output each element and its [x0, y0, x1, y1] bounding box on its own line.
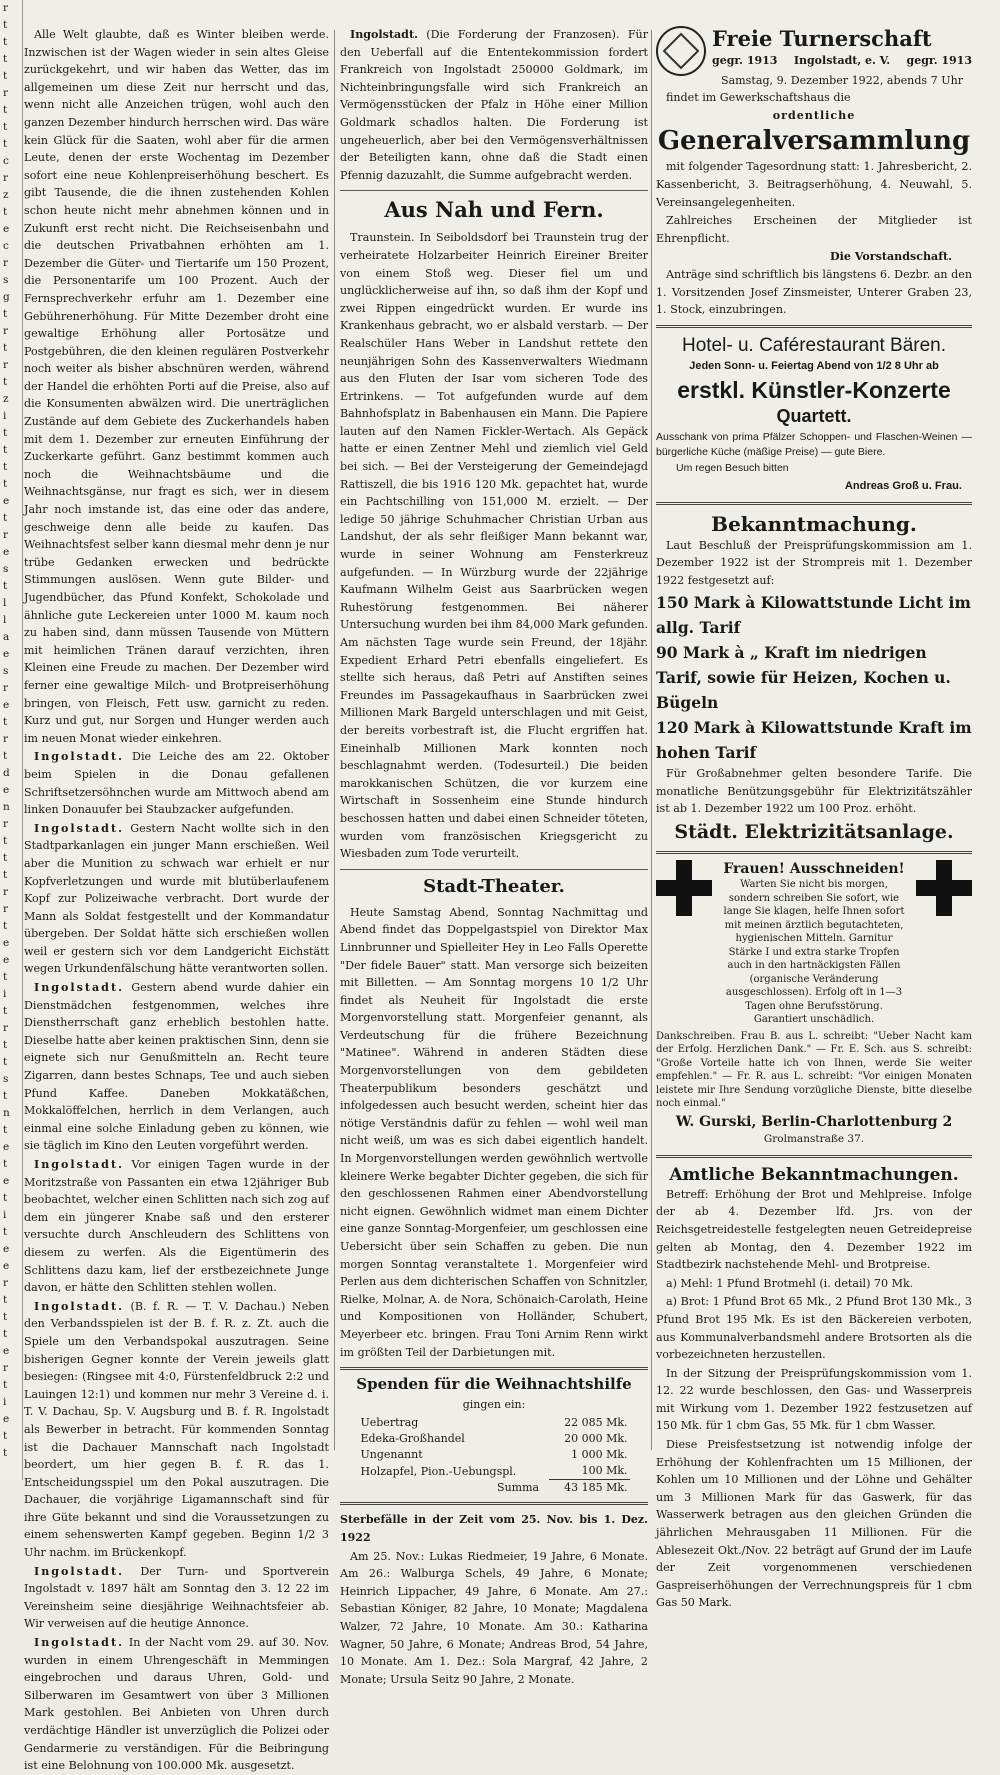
- edge-letter: t: [3, 1328, 8, 1340]
- cross-icon: [916, 860, 972, 916]
- edge-letter: s: [3, 1073, 9, 1085]
- edge-letter: e: [3, 699, 10, 711]
- divider: [340, 869, 648, 870]
- edge-letter: t: [3, 19, 8, 31]
- edge-letter: r: [3, 87, 9, 99]
- edge-letter: n: [3, 801, 10, 813]
- edge-letter: t: [3, 750, 8, 762]
- edge-letter: i: [3, 410, 7, 422]
- edge-letter: t: [3, 1226, 8, 1238]
- edge-letter: d: [3, 767, 10, 779]
- edge-letter: z: [3, 189, 9, 201]
- edge-letter: t: [3, 478, 8, 490]
- tariff-line: 150 Mark à Kilowattstunde Licht im allg. Tarif: [656, 593, 971, 638]
- ad-hotel-baeren: Hotel- u. Caférestaurant Bären. Jeden Sonn- u. Feiertag Abend von 1/2 8 Uhr ab erstkl. Künstler-Konzerte Quartett. Ausschank von prima Pfälzer Schoppen- und Flaschen-Weinen — bürgerliche Küche (mäßige Preise) — gute Biere. Um regen Besuch bitten Andreas Groß u. Frau.: [656, 334, 972, 492]
- edge-letter: t: [3, 1447, 8, 1459]
- divider: [340, 1502, 648, 1505]
- donation-sum-row: Summa 43 185 Mk.: [497, 1481, 628, 1495]
- edge-letter: t: [3, 835, 8, 847]
- edge-letter: t: [3, 36, 8, 48]
- edge-letter: s: [3, 274, 9, 286]
- edge-letter: e: [3, 546, 10, 558]
- tariff-line: Tarif, sowie für Heizen, Kochen u. Bügeln: [656, 668, 951, 713]
- edge-letter: t: [3, 971, 8, 983]
- article-winter: Alle Welt glaubte, daß es Winter bleiben werde. Inzwischen ist der Wagen wieder in sein altes Gleise zurückgekehrt, und wir haben das Wetter, das im allgemeinen um diese Zeit nur herrscht und das, wenn nicht alle Anzeichen trügen, wohl auch den ganzen Dezember hindurch herrschen wird. Das wäre kein Glück für die Saaten, wohl aber für die armen Leute, denen der erste Wochentag im Dezember sofort eine neue Kohlenpreiserhöhung beschert. Es gibt Tausende, die die ihnen zustehenden Kohlen schon heute nicht mehr abnehmen können und in Zukunft erst recht nicht. Die Reichseisenbahn und die deutschen Privatbahnen erhöhten am 1. Dezember die Güter- und Tiertarife um 150 Prozent, die Personentarife um 100 Prozent. Auch der Fernsprechverkehr erfuhr am 1. Dezember eine Gebührenerhöhung. Für Mitte Dezember droht eine gewaltige Erhöhung aller Portosätze und Postgebühren, die den kleinen regulären Postverkehr noch weiter als bisher abschnüren werden, während der Handel die erhöhten Porti auf die Preise, also auf die Konsumenten abwälzen wird. Die unerträglichen Zustände auf dem Gebiete des Zuckerhandels haben mit dem 1. Dezember zur erneuten Einführung der Zuckerkarte geführt. Ganz bestimmt kommen auch noch die Weihnachtsbäume und die Weihnachtsgänse, nur fragt es sich, wer in diesem Jahr noch imstande ist, das eine oder das andere, geschweige denn alle beide zu kaufen. Das Weihnachtsfest selber kann diesmal mehr denn je nur trübe Gedanken erwecken und bedrückte Stimmungen auslösen. Wenn gute Bilder- und Jugendbücher, das Pfund Konfekt, Schokolade und ähnliche gute Leckereien unter 1000 M. kaum noch zu haben sind, dann müssen Tausende von Müttern mit heimlichen Tränen darauf verzichten, ihren Kleinen eine Freude zu machen. Der Dezember wird ferner eine gewaltige Milch- und Brotpreiserhöhung bringen, von Fleisch, Fett usw. garnicht zu reden. Kurz und gut, nur Sorgen und Hunger werden auch im neuen Monat wieder einkehren.: [24, 28, 329, 745]
- edge-letter: i: [3, 988, 7, 1000]
- edge-letter: t: [3, 342, 8, 354]
- edge-letter: t: [3, 427, 8, 439]
- edge-letter: i: [3, 1396, 7, 1408]
- edge-letter: t: [3, 444, 8, 456]
- edge-letter: t: [3, 206, 8, 218]
- edge-letter: r: [3, 886, 9, 898]
- hotel-name: Hotel- u. Caférestaurant Bären.: [681, 334, 947, 356]
- edge-letter: e: [3, 1175, 10, 1187]
- edge-letter: e: [3, 1260, 10, 1272]
- headline-konzerte: erstkl. Künstler-Konzerte: [677, 377, 951, 404]
- ad-frauen: Frauen! Ausschneiden! Warten Sie nicht bis morgen, sondern schreiben Sie sofort, wie lange Sie klagen, helfe Ihnen sofort mit meinen ärztlich begutachteten, hygienischen Mitteln. Garnitur Stärke I und extra starke Tropfen auch in den hartnäckigsten Fällen (organische Veränderung ausgeschlossen). Erfolg oft in 1—3 Tagen ohne Berufsstörung. Garantiert unschädlich. Dankschreiben. Frau B. aus L. schreibt: "Ueber Nacht kam der Erfolg. Herzlichen Dank." — Fr. E. Sch. aus S. schreibt: "Große Vorteile hatte ich von Ihnen, werde Sie weiter empfehlen." — Fr. R. aus L. schreibt: "Vor einigen Monaten leistete mir Ihre Sendung vorzügliche Dienste, bitte dieselbe noch einmal." W. Gurski, Berlin-Charlottenburg 2 Grolmanstraße 37.: [656, 861, 972, 1146]
- edge-letter: r: [3, 172, 9, 184]
- local-news-item: Ingolstadt. (B. f. R. — T. V. Dachau.) Neben den Verbandsspielen ist der B. f. R. z. Zt. auch die Spiele um den Verbandspokal auszutragen. Seine bisherigen Gegner konnte der Verein jeweils glatt besiegen: (Ringsee mit 4:0, Fürstenfeldbruck 2:2 und Lauingen 12:1) und kommen nur mehr 3 Vereine d. i. T. V. Dachau, Sp. V. Augsburg und B. f. R. Ingolstadt als Bewerber in betracht. Für kommenden Sonntag ist die Dachauer Mannschaft nach Ingolstadt beordert, um hier gegen B. f. R. das 1. Entscheidungsspiel um den Pokal auszutragen. Die Dachauer, die vorjährige Ligamannschaft sind für ihre Güte bekannt und sind die Voraussetzungen zu einem sehenswerten Kampf gegeben. Beginn 1/2 3 Uhr nachm. im Brückenkopf.: [24, 1299, 330, 1560]
- column-2: [340, 26, 648, 1686]
- edge-letter: r: [3, 1277, 9, 1289]
- section-title-theater: Stadt-Theater.: [423, 875, 565, 897]
- edge-letter: t: [3, 1090, 8, 1102]
- edge-letter: e: [3, 1413, 10, 1425]
- edge-letter: r: [3, 325, 9, 337]
- edge-letter: t: [3, 869, 8, 881]
- edge-letter: t: [3, 1379, 8, 1391]
- edge-letter: t: [3, 1039, 8, 1051]
- edge-letter: r: [3, 2, 9, 14]
- divider: [656, 325, 972, 328]
- donation-row: Uebertrag 22 085 Mk.: [360, 1416, 628, 1430]
- edge-letter: t: [3, 852, 8, 864]
- divider: [656, 1155, 972, 1158]
- edge-letter: t: [3, 1192, 8, 1204]
- article-french-demand: Ingolstadt. (Die Forderung der Franzosen). Für den Ueberfall auf die Ententekommission fordert Frankreich von Ingolstadt 250000 Goldmark, im Nichteinbringungsfalle wird sich Frankreich an Vermögensstücken der Pfalz in Höhe einer Million Goldmark schadlos halten. Die Forderung ist ungeheuerlich, aber bei den Vermögensverhältnissen der Beteiligten kann, ohne daß die Stadt einen Pfennig dazuzahlt, die Summe aufgebracht werden.: [340, 28, 648, 182]
- cross-icon: [656, 860, 712, 916]
- edge-letter: t: [3, 1311, 8, 1323]
- edge-letter: t: [3, 53, 8, 65]
- edge-letter: a: [3, 631, 10, 643]
- edge-letter: e: [3, 1141, 10, 1153]
- ad-bekanntmachung-strom: Bekanntmachung. Laut Beschluß der Preisprüfungskommission am 1. Dezember 1922 ist der Strompreis mit 1. Dezember 1922 festgesetzt auf: 150 Mark à Kilowattstunde Licht im allg. Tarif 90 Mark à „ Kraft im niedrigen Tarif, sowie für Heizen, Kochen u. Bügeln 120 Mark à Kilowattstunde Kraft im hohen Tarif Für Großabnehmer gelten besondere Tarife. Die monatliche Benützungsgebühr für Elektrizitätszähler ist ab 1. Dezember 1922 um 100 Proz. erhöht. Städt. Elektrizitätsanlage.: [656, 511, 972, 844]
- section-title-nah-fern: Aus Nah und Fern.: [384, 197, 604, 223]
- edge-letter: c: [3, 155, 9, 167]
- edge-letter: t: [3, 580, 8, 592]
- donation-row: Ungenannt 1 000 Mk.: [360, 1448, 628, 1462]
- divider: [340, 190, 648, 191]
- edge-letter: t: [3, 1005, 8, 1017]
- edge-letter: t: [3, 308, 8, 320]
- edge-letter: e: [3, 648, 10, 660]
- edge-letter: g: [3, 291, 10, 303]
- edge-letter: r: [3, 682, 9, 694]
- edge-letter: t: [3, 104, 8, 116]
- local-news-item: Ingolstadt. Der Turn- und Sportverein Ingolstadt v. 1897 hält am Sonntag den 3. 12 22 im Vereinsheim seine diesjährige Weihnachtsfeier ab. Wir verweisen auf die heutige Annonce.: [24, 1564, 329, 1631]
- tariff-line: 90 Mark à „ Kraft im niedrigen: [656, 643, 927, 663]
- edge-letter: t: [3, 138, 8, 150]
- edge-letter: z: [3, 393, 9, 405]
- section-title-spenden: Spenden für die Weihnachtshilfe: [356, 1375, 632, 1394]
- local-news-item: Ingolstadt. Gestern abend wurde dahier ein Dienstmädchen festgenommen, welches ihre Dienstherrschaft ganz erheblich bestohlen hatte. Dieselbe hatte aber keinen praktischen Sinn, denn sie eignete sich nur Genußmitteln an. Recht teure Zigarren, dann bestes Schnaps, Tee und auch sieben Pfund Kaffee. Daneben Mokkatäßchen, Mokkalöffelchen, herrlich in dem Verlangen, auch einmal eine solche Einladung geben zu können, wie sie täglich im Kino den Leuten vorgeführt werden.: [24, 981, 329, 1153]
- edge-letter: t: [3, 1158, 8, 1170]
- column-rule: [334, 30, 335, 1450]
- headline-generalversammlung: Generalversammlung: [657, 126, 971, 157]
- club-name: Freie Turnerschaft: [712, 26, 932, 51]
- edge-letter: r: [3, 359, 9, 371]
- article-nah-fern: Traunstein. In Seiboldsdorf bei Traunstein trug der verheiratete Holzarbeiter Heinrich Eireiner Breiter von einem Stoß weg. Dieser fiel um und unglücklicherweise auf ihn, so daß ihm der Kopf und zwei Rippen eingedrückt wurden. Er wurde ins Krankenhaus gebracht, wo er alsbald verstarb. — Der Realschüler Hans Weber in Landshut rettete den neunjährigen Sohn des Kassenverwalters Wiedmann aus den Fluten der Isar vom sicheren Tode des Ertrinkens. — Tot aufgefunden wurde auf dem Bahnhofsplatz in Babenhausen ein Mann. Die Papiere lauten auf den Namen Fickler-Wertach. Als Gepäck hatte er einen Zentner Mehl und ziemlich viel Geld bei sich. — Bei der Versteigerung der Gemeindejagd Rattiszell, die bis 1916 120 Mk. gepachtet hat, wurde ein Pachtschilling von 151,000 M. erzielt. — Der ledige 50 jährige Schuhmacher Christian Urban aus Landshut, der als sehr fleißiger Mann bekannt war, wurde in seiner Wohnung am Fensterkreuz aufgefunden. — In Würzburg wurde der 22jährige Kaufmann Wilhelm Geist aus Saarbrücken wegen Ruhestörung festgenommen. Bei näherer Untersuchung wurden bei ihm 84,000 Mark gefunden. Am nächsten Tage wurde sein Freund, der 18jähr. Expedient Erhard Petri ebenfalls eingeliefert. Es stellte sich heraus, daß Petri auf Anstiften seines Freundes im Passagekaufhaus in Saarbrücken zwei Millionen Mark Bargeld unterschlagen und mit Geist, der bereits vorbestraft ist, die Flucht ergriffen hat. Eineinhalb Millionen Mark konnten noch beschlagnahmt werden. (Todesurteil.) Die beiden marokkanischen Schützen, die vor kurzem eine Wirtschaft in Sossenheim eine Stunde hindurch beschossen hatten und dabei einen Schneider töteten, wurden vom französischen Kriegsgericht zu Wiesbaden zum Tode verurteilt.: [340, 231, 648, 861]
- column-3: [656, 26, 972, 1610]
- divider: [340, 1367, 648, 1370]
- edge-letter: e: [3, 223, 10, 235]
- deaths-list: Am 25. Nov.: Lukas Riedmeier, 19 Jahre, 6 Monate. Am 26.: Walburga Schels, 49 Jahre, 6 Monate; Heinrich Lippacher, 49 Jahre, 6 Monate. Am 27.: Sebastian Königer, 82 Jahre, 10 Monate; Magdalena Walzer, 72 Jahre, 10 Monate. Am 30.: Katharina Wagner, 50 Jahre, 6 Monate; Andreas Brod, 54 Jahre, 10 Monate. Am 1. Dez.: Sola Margraf, 42 Jahre, 2 Monate; Ursula Seitz 90 Jahre, 2 Monate.: [340, 1549, 648, 1686]
- edge-letter: t: [3, 920, 8, 932]
- edge-letter: i: [3, 1209, 7, 1221]
- edge-letter: r: [3, 903, 9, 915]
- edge-letter: l: [3, 597, 7, 609]
- edge-letter: t: [3, 512, 8, 524]
- edge-letter: r: [3, 257, 9, 269]
- left-edge-fragment: [0, 0, 23, 1480]
- local-news-item: Ingolstadt. In der Nacht vom 29. auf 30. Nov. wurden in einem Uhrengeschäft in Memmingen eingebrochen und daraus Uhren, Gold- und Silberwaren im Gesamtwert von über 3 Millionen Mark gestohlen. Bei Anbieten von Uhren durch verdächtige Händler ist unverzüglich die Polizei oder Gendarmerie zu verständigen. Für die Beibringung ist eine Belohnung von 100.000 Mk. ausgesetzt.: [24, 1636, 329, 1773]
- edge-letter: t: [3, 461, 8, 473]
- edge-letter: e: [3, 1243, 10, 1255]
- article-theater: Heute Samstag Abend, Sonntag Nachmittag und Abend findet das Doppelgastspiel von Direktor Max Linnbrunner und Spielleiter Hey in Leo Falls Operette "Der fidele Bauer" statt. Man versorge sich beizeiten mit Billetten. — Am Sonntag morgens 10 1/2 Uhr findet als Neuheit für Ingolstadt die erste Morgenvorstellung statt. Morgenfeier genannt, als Verdeutschung für die frühere Bezeichnung "Matinee". Während in anderen Städten diese Morgenvorstellungen von dem gebildeten Theaterpublikum besonders geschätzt und infolgedessen auch besucht werden, scheint hier das nötige Verständnis dafür zu fehlen — wohl weil man nicht weiß, um was es sich dabei eigentlich handelt. In Morgenvorstellungen werden gewöhnlich wertvolle kleinere Werke begabter Dichter gegeben, die sich für den geschlossenen Rahmen einer Abendvorstellung nicht eignen. Gewöhnlich widmet man einem Dichter eine ganze Sonntag-Morgenfeier, um geschlossen eine Uebersicht über sein Schaffen zu geben. Die nun morgen Sonntag veranstaltete 1. Morgenfeier wird Perlen aus dem dichterischen Schaffen von Schnitzler, Rielke, Molnar, A. de Nora, Schönaich-Carolath, Heine und Kompositionen von Holländer, Schubert, Meyerbeer etc. bringen. Frau Toni Arnim Renn wirkt im größten Teil der Darbietungen mit.: [340, 905, 648, 1359]
- spenden-subtitle: gingen ein:: [462, 1397, 526, 1411]
- edge-letter: n: [3, 1107, 10, 1119]
- local-news-item: Ingolstadt. Vor einigen Tagen wurde in der Moritzstraße von Passanten ein etwa 12jähriger Bub beobachtet, welcher einen Schlitten nach sich zog auf dem ein jüngerer Knabe saß und den ersterer versuchte durch Anschleudern des Schlittens von diesem zu werfen. Als die Eigentümerin des Schlittens dazu kam, lief der erstbezeichnete Junge davon, er hätte den Schlitten stehlen wollen.: [24, 1158, 329, 1295]
- local-news-item: Ingolstadt. Gestern Nacht wollte sich in den Stadtparkanlagen ein junger Mann erschießen. Weil aber die Munition zu schwach war erhielt er nur Kopfverletzungen und wurde mit blutüberlaufenem Kopf zur Polizeiwache verbracht. Dort wurde der Mann als Soldat festgestellt und der Kommandatur übergeben. Der Soldat hätte sich erschießen wollen weil er gestern sich vor dem Landgericht Eichstätt wegen Urkundenfälschung hätte verantworten sollen.: [24, 821, 329, 976]
- edge-letter: t: [3, 1430, 8, 1442]
- edge-letter: e: [3, 784, 10, 796]
- ad-freie-turnerschaft: Freie Turnerschaft gegr. 1913 Ingolstadt, e. V. gegr. 1913 Samstag, 9. Dezember 1922, abends 7 Uhr findet im Gewerkschaftshaus die ordentliche Generalversammlung mit folgender Tagesordnung statt: 1. Jahresbericht, 2. Kassenbericht, 3. Beitragserhöhung, 4. Neuwahl, 5. Vereinsangelegenheiten. Zahlreiches Erscheinen der Mitglieder ist Ehrenpflicht. Die Vorstandschaft. Anträge sind schriftlich bis längstens 6. Dezbr. an den 1. Vorsitzenden Josef Zinsmeister, Unterer Graben 23, 1. Stock, einzubringen.: [656, 26, 972, 317]
- edge-letter: e: [3, 937, 10, 949]
- donation-row: Holzapfel, Pion.-Uebungspl. 100 Mk.: [360, 1464, 628, 1478]
- edge-letter: r: [3, 1022, 9, 1034]
- tariff-line: 120 Mark à Kilowattstunde Kraft im hohen Tarif: [656, 718, 972, 763]
- donation-table: [358, 1415, 629, 1496]
- deaths-title: Sterbefälle in der Zeit vom 25. Nov. bis 1. Dez. 1922: [340, 1513, 648, 1544]
- edge-letter: t: [3, 1056, 8, 1068]
- edge-letter: l: [3, 614, 7, 626]
- edge-letter: t: [3, 70, 8, 82]
- edge-letter: s: [3, 665, 9, 677]
- edge-letter: e: [3, 495, 10, 507]
- edge-letter: r: [3, 733, 9, 745]
- edge-letter: t: [3, 1294, 8, 1306]
- column-1: [24, 26, 330, 1773]
- edge-letter: e: [3, 1345, 10, 1357]
- ad-amtliche-bekanntmachungen: Amtliche Bekanntmachungen. Betreff: Erhöhung der Brot und Mehlpreise. Infolge der ab 4. Dezember lfd. Jrs. von der Reichsgetreidestelle festgelegten neuen Getreidepreise gelten ab Montag, den 4. Dezember 1922 im Stadtbezirk nachstehende Mehl- und Brotpreise. a) Mehl: 1 Pfund Brotmehl (i. detail) 70 Mk. a) Brot: 1 Pfund Brot 65 Mk., 2 Pfund Brot 130 Mk., 3 Pfund Brot 195 Mk. Es ist den Bäckereien verboten, aus Kommunalverbandsmehl andere Brotsorten als die vorbezeichneten herzustellen. In der Sitzung der Preisprüfungskommission vom 1. 12. 22 wurde beschlossen, den Gas- und Wasserpreis mit Wirkung vom 1. Dezember 1922 festzusetzen auf 150 Mk. für 1 cbm Gas, 55 Mk. für 1 cbm Wasser. Diese Preisfestsetzung ist notwendig infolge der Erhöhung der Kohlenfrachten um 15 Millionen, der Kohlen um 10 Millionen und der Löhne und Gehälter um 3 Millionen Mark für das Gaswerk, für das Wasserwerk betragen aus den gleichen Gründen die jährlichen Mehrausgaben 11 Millionen. Für die Ablesezeit Okt./Nov. 22 beträgt auf Grund der im Laufe der Zeit vorgenommenen verschiedenen Gaspreiserhöhungen der Verrechnungspreis für 1 cbm Gas 50 Mark.: [656, 1164, 972, 1610]
- edge-letter: t: [3, 121, 8, 133]
- edge-letter: c: [3, 240, 9, 252]
- edge-letter: t: [3, 376, 8, 388]
- club-emblem-icon: [656, 26, 706, 76]
- edge-letter: s: [3, 563, 9, 575]
- edge-letter: r: [3, 529, 9, 541]
- edge-letter: e: [3, 954, 10, 966]
- column-rule: [651, 30, 652, 1450]
- edge-letter: t: [3, 716, 8, 728]
- divider: [656, 502, 972, 505]
- edge-letter: r: [3, 1362, 9, 1374]
- edge-letter: t: [3, 1124, 8, 1136]
- local-news-item: Ingolstadt. Die Leiche des am 22. Oktober beim Spielen in die Donau gefallenen Schriftsetzersöhnchen wurde am Mittwoch abend am linken Donauufer bei Staubzacker aufgefunden.: [24, 750, 330, 817]
- edge-letter: r: [3, 818, 9, 830]
- divider: [656, 851, 972, 854]
- donation-row: Edeka-Großhandel 20 000 Mk.: [360, 1432, 628, 1446]
